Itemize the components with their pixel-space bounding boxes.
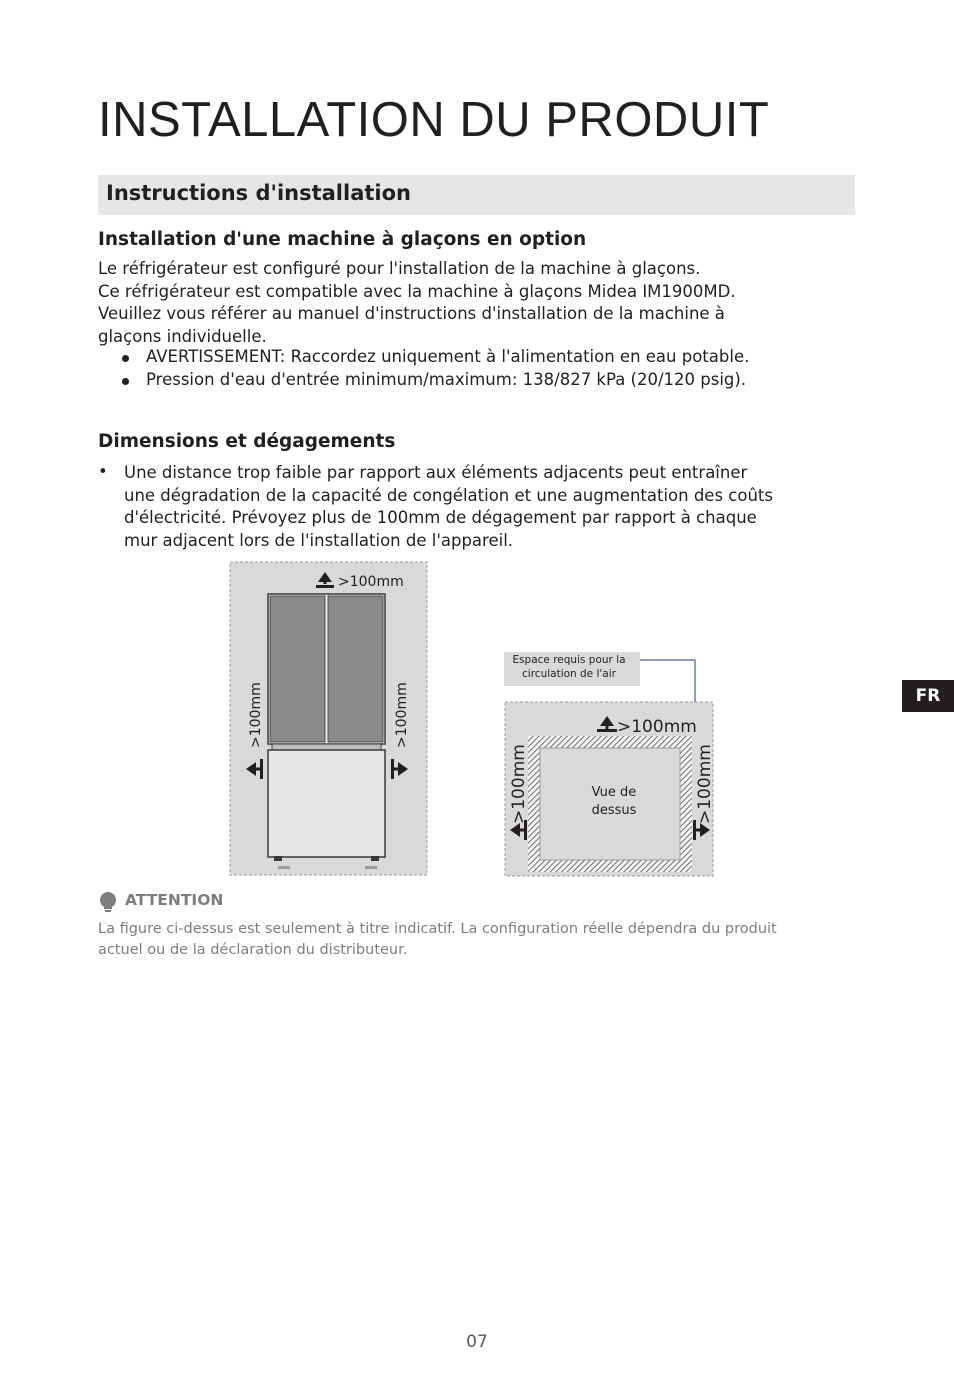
- dimensions-paragraph: [124, 462, 773, 552]
- pressure-bullet: Pression d'eau d'entrée minimum/maximum: 138/827 kPa (20/120 psig).: [146, 370, 747, 389]
- front-right-clearance-label: >100mm: [394, 682, 410, 748]
- airflow-callout-line1: Espace requis pour la: [512, 654, 626, 666]
- page-title: INSTALLATION DU PRODUIT: [98, 93, 770, 147]
- bullet-dot: •: [98, 462, 108, 481]
- note-line: actuel ou de la déclaration du distributeur.: [98, 942, 408, 958]
- dimensions-heading: Dimensions et dégagements: [98, 431, 396, 452]
- bullet-dot: [122, 378, 129, 385]
- note-line: La figure ci-dessus est seulement à titre indicatif. La configuration réelle dépendra du produit: [98, 921, 777, 937]
- fridge-shadow: [278, 866, 290, 869]
- fridge-divider: [272, 744, 381, 750]
- language-tab: FR: [902, 680, 954, 712]
- lightbulb-icon: [99, 892, 117, 912]
- attention-label: ATTENTION: [125, 891, 224, 909]
- paragraph-line: mur adjacent lors de l'installation de l'appareil.: [124, 530, 514, 550]
- front-view-diagram: [228, 560, 430, 878]
- fridge-shadow: [365, 866, 377, 869]
- paragraph-line: une dégradation de la capacité de congélation et une augmentation des coûts: [124, 485, 773, 505]
- paragraph-line: Ce réfrigérateur est compatible avec la machine à glaçons Midea IM1900MD.: [98, 281, 736, 301]
- fridge-left-door: [270, 596, 325, 742]
- paragraph-line: Veuillez vous référer au manuel d'instructions d'installation de la machine à: [98, 304, 725, 323]
- bullet-dot: [122, 355, 129, 362]
- top-view-center-line1: Vue de: [591, 785, 637, 800]
- fridge-freezer-drawer: [268, 750, 385, 857]
- top-view-left-clearance-label: >100mm: [509, 744, 529, 824]
- fridge-foot: [371, 856, 379, 861]
- paragraph-line: Une distance trop faible par rapport aux éléments adjacents peut entraîner: [124, 463, 748, 482]
- ice-maker-paragraph: [98, 258, 736, 348]
- fridge-right-door: [328, 596, 383, 742]
- section-heading: Instructions d'installation: [106, 181, 411, 205]
- front-top-clearance-label: >100mm: [338, 574, 404, 590]
- paragraph-line: Le réfrigérateur est configuré pour l'installation de la machine à glaçons.: [98, 259, 701, 278]
- top-view-top-clearance-label: >100mm: [617, 717, 697, 737]
- ice-maker-heading: Installation d'une machine à glaçons en option: [98, 229, 587, 250]
- front-left-clearance-label: >100mm: [248, 682, 264, 748]
- paragraph-line: d'électricité. Prévoyez plus de 100mm de dégagement par rapport à chaque: [124, 508, 757, 527]
- paragraph-line: glaçons individuelle.: [98, 326, 267, 346]
- section-heading-bar: [98, 175, 855, 215]
- airflow-callout-line2: circulation de l'air: [522, 668, 616, 680]
- top-view-center-line2: dessus: [591, 803, 637, 818]
- top-view-diagram: [500, 650, 720, 882]
- attention-note: [98, 919, 777, 961]
- fridge-foot: [274, 856, 282, 861]
- top-view-right-clearance-label: >100mm: [695, 744, 715, 824]
- warning-bullet: AVERTISSEMENT: Raccordez uniquement à l'alimentation en eau potable.: [146, 347, 750, 366]
- page-number: 07: [466, 1332, 488, 1352]
